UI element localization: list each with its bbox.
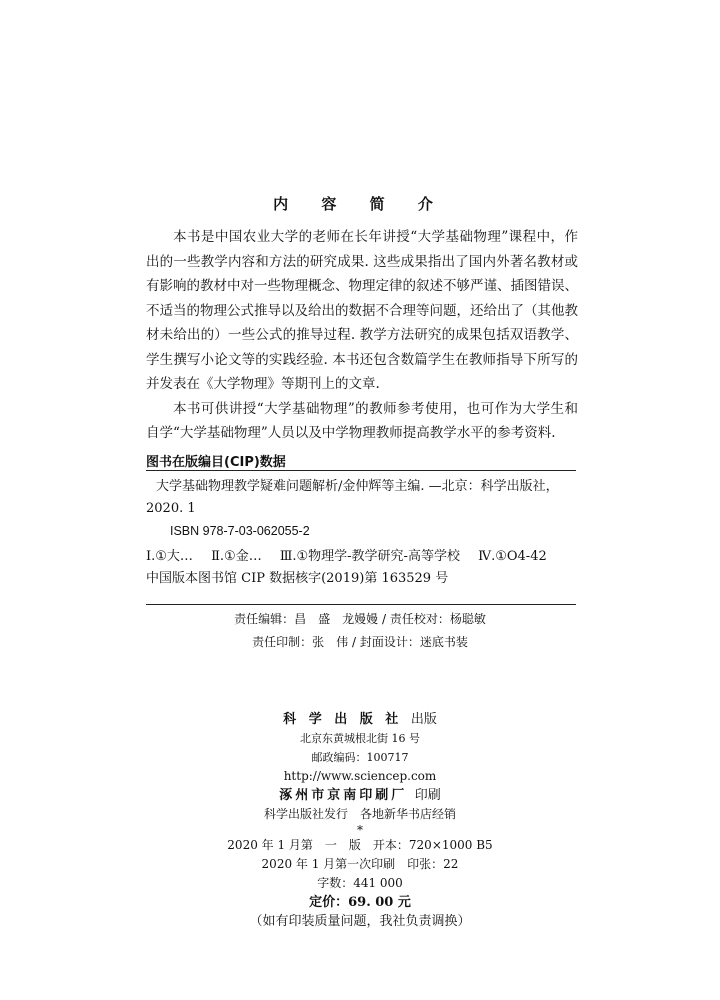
- printer-name: 涿州市京南印刷厂: [279, 788, 408, 803]
- summary-body: [146, 225, 578, 446]
- word-count: 字数：441 000: [317, 876, 403, 890]
- publisher-info: [0, 710, 720, 931]
- cip-record: [146, 470, 576, 605]
- quality-note: （如有印装质量问题，我社负责调换）: [249, 914, 471, 929]
- cip-record-line: 大学基础物理教学疑难问题解析/金仲辉等主编. —北京：科学出版社，: [156, 479, 559, 494]
- cip-class-item: Ⅳ.①O4-42: [478, 549, 547, 564]
- editor-credits: [0, 608, 720, 654]
- distribution-info: 科学出版社发行 各地新华书店经销: [263, 807, 456, 821]
- publisher-name: 科 学 出 版 社: [283, 712, 403, 727]
- printer-suffix: 印刷: [414, 788, 441, 803]
- cip-class-item: Ⅱ.①金…: [211, 549, 262, 564]
- summary-paragraph: 本书可供讲授“大学基础物理”的教师参考使用，也可作为大学生和自学“大学基础物理”人员以及中学物理教师提高教学水平的参考资料.: [146, 400, 578, 441]
- price: 定价：69. 00 元: [309, 895, 411, 910]
- cip-classification: [146, 546, 576, 568]
- cip-record-date: 2020. 1: [146, 501, 196, 516]
- separator-star: *: [357, 823, 363, 837]
- publisher-name-suffix: 出版: [410, 712, 437, 727]
- summary-title: 内 容 简 介: [273, 195, 447, 213]
- printing-info: 2020 年 1 月第一次印刷 印张：22: [261, 857, 459, 871]
- publisher-name-line: [0, 710, 720, 729]
- summary-paragraph: 本书是中国农业大学的老师在长年讲授“大学基础物理”课程中，作出的一些教学内容和方法的研究成果. 这些成果指出了国内外著名教材或有影响的教材中对一些物理概念、物理定律的叙述不够严谨、插图错误、不适当的物理公式推导以及给出的数据不合理等问题，还给出了（其他教材未给出的）一些公式的推导过程. 教学方法研究的成果包括双语教学、学生撰写小论文等的实践经验. 本书还包含数篇学生在教师指导下所写的并发表在《大学物理》等期刊上的文章.: [146, 229, 578, 392]
- printer-line: [0, 786, 720, 805]
- publisher-website: http://www.sciencep.com: [283, 769, 437, 783]
- cip-class-item: Ⅰ.①大…: [146, 549, 193, 564]
- cip-title: 图书在版编目(CIP)数据: [146, 455, 286, 470]
- editor-credit-line: 责任印制：张 伟 / 封面设计：迷底书装: [252, 635, 468, 649]
- edition-info: 2020 年 1 月第 一 版 开本：720×1000 B5: [227, 838, 493, 852]
- editor-credit-line: 责任编辑：昌 盛 龙嫚嫚 / 责任校对：杨聪敏: [234, 612, 486, 626]
- cip-number: 中国版本图书馆 CIP 数据核字(2019)第 163529 号: [146, 571, 449, 586]
- cip-isbn: ISBN 978-7-03-062055-2: [170, 524, 310, 538]
- publisher-address: 北京东黄城根北街 16 号: [300, 732, 420, 745]
- publisher-postcode: 邮政编码：100717: [311, 751, 409, 764]
- cip-class-item: Ⅲ.①物理学-教学研究-高等学校: [279, 549, 460, 564]
